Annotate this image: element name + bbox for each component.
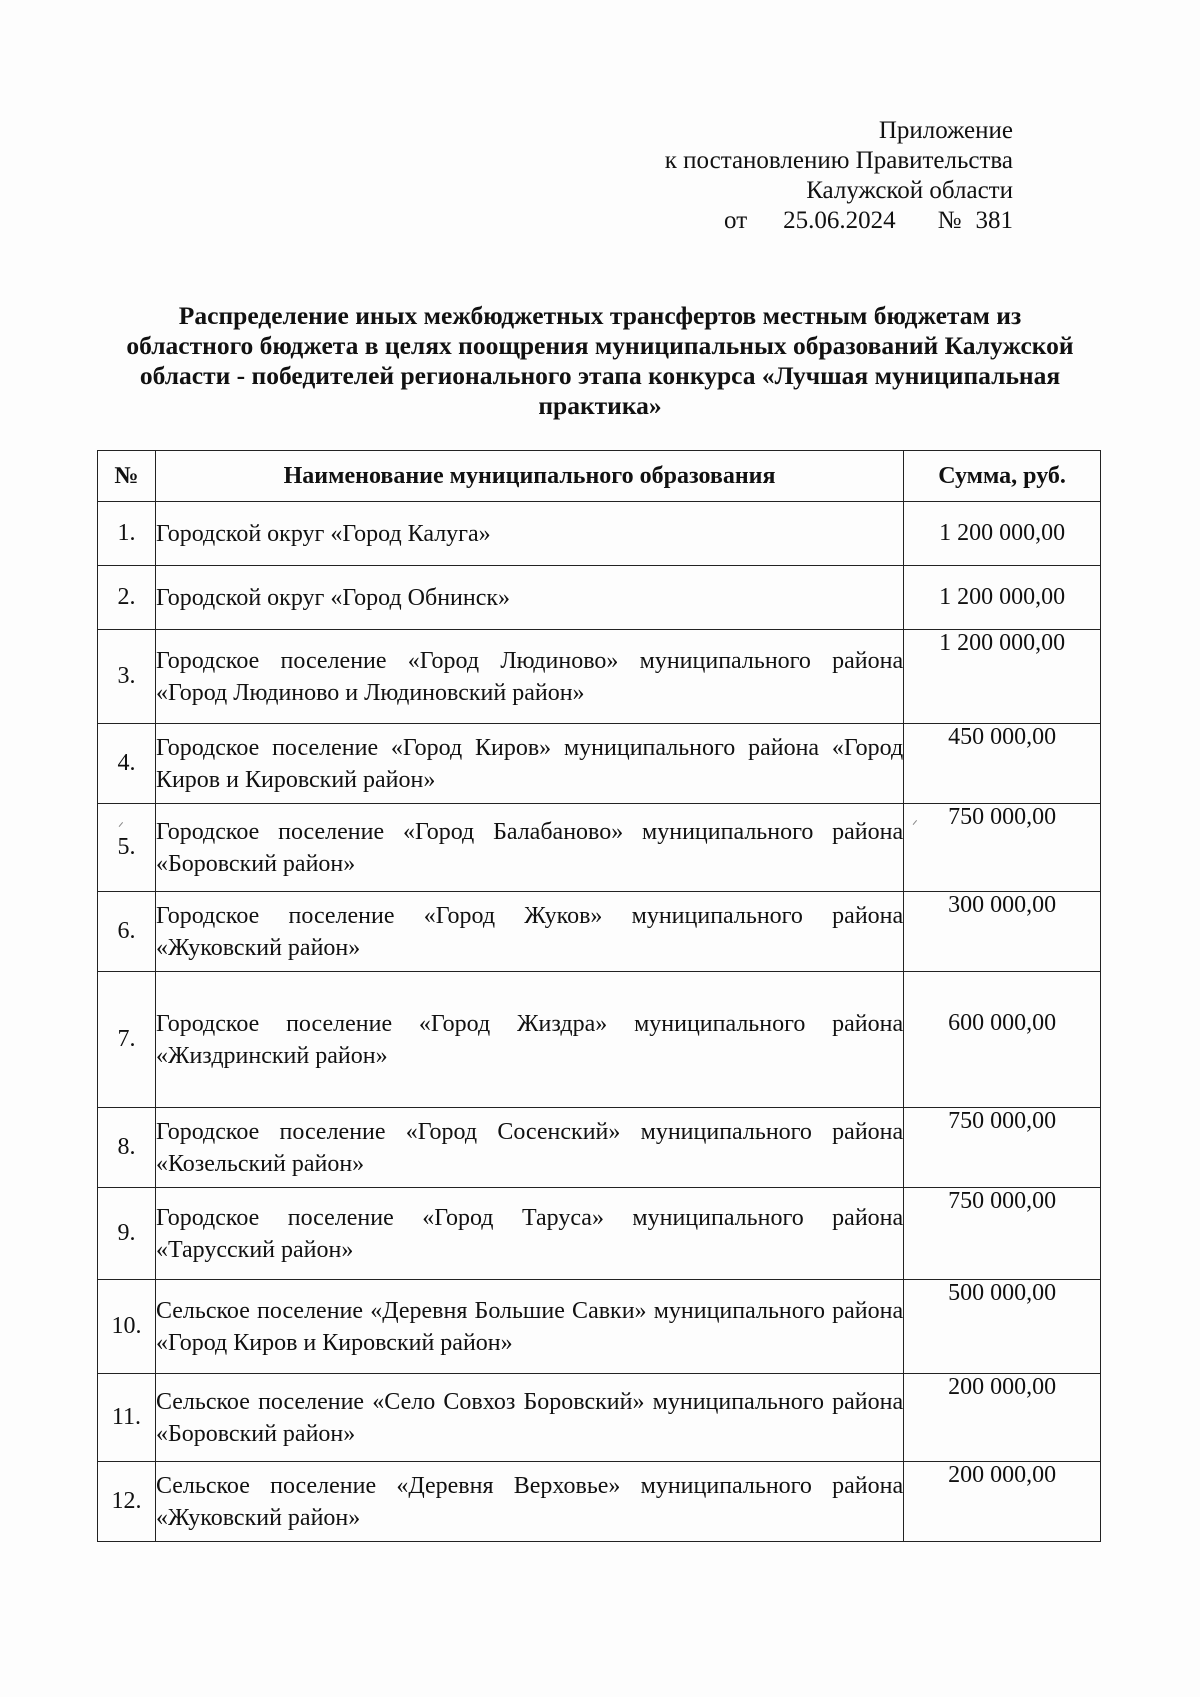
row-name: Городской округ «Город Калуга»: [155, 502, 903, 566]
appendix-label: Приложение: [878, 117, 1013, 144]
scan-artifact-mark: ᐟ: [912, 819, 918, 834]
row-number: 10.: [98, 1280, 156, 1374]
row-name: Сельское поселение «Деревня Верховье» муниципального района «Жуковский район»: [155, 1462, 903, 1542]
table-row: [98, 1462, 1101, 1542]
row-name: Городское поселение «Город Таруса» муниципального района «Тарусский район»: [155, 1188, 903, 1280]
appendix-region: Калужской области: [806, 177, 1013, 204]
date-prefix: от: [724, 207, 748, 234]
header-number: №: [98, 451, 156, 502]
allocation-table: [97, 450, 1101, 1542]
title-line-3: области - победителей регионального этапа конкурса «Лучшая муниципальная: [139, 361, 1061, 390]
table-row: [98, 502, 1101, 566]
row-number: 5.: [98, 804, 156, 892]
table-row: [98, 566, 1101, 630]
table-row: [98, 1108, 1101, 1188]
title-line-2: областного бюджета в целях поощрения муниципальных образований Калужской: [126, 331, 1074, 360]
row-number: 11.: [98, 1374, 156, 1462]
row-sum: 1 200 000,00: [904, 630, 1101, 724]
header-sum: Сумма, руб.: [904, 451, 1101, 502]
row-name: Городское поселение «Город Жиздра» муниципального района «Жиздринский район»: [155, 972, 903, 1108]
table-row: [98, 630, 1101, 724]
row-number: 8.: [98, 1108, 156, 1188]
table-row: [98, 892, 1101, 972]
table-header-row: [98, 451, 1101, 502]
header-name: Наименование муниципального образования: [155, 451, 903, 502]
table-row: [98, 1280, 1101, 1374]
row-sum: 200 000,00: [904, 1462, 1101, 1542]
title-line-4: практика»: [538, 391, 662, 420]
row-number: 9.: [98, 1188, 156, 1280]
row-sum: 300 000,00: [904, 892, 1101, 972]
row-name: Городское поселение «Город Людиново» муниципального района «Город Людиново и Людиновский район»: [155, 630, 903, 724]
row-number: 12.: [98, 1462, 156, 1542]
row-number: 2.: [98, 566, 156, 630]
appendix-resolution-ref: к постановлению Правительства: [664, 147, 1013, 174]
number-sign: №: [937, 207, 962, 234]
appendix-header: [665, 116, 1013, 236]
row-name: Сельское поселение «Село Совхоз Боровский» муниципального района «Боровский район»: [155, 1374, 903, 1462]
row-number: 1.: [98, 502, 156, 566]
row-sum: 450 000,00: [904, 724, 1101, 804]
table-row: [98, 972, 1101, 1108]
appendix-date-line: [665, 206, 1013, 236]
row-name: Сельское поселение «Деревня Большие Савки» муниципального района «Город Киров и Кировский район»: [155, 1280, 903, 1374]
row-number: 4.: [98, 724, 156, 804]
table-row: [98, 804, 1101, 892]
table-row: [98, 1374, 1101, 1462]
row-sum: 1 200 000,00: [904, 502, 1101, 566]
resolution-date: 25.06.2024: [783, 207, 896, 234]
row-sum: 750 000,00: [904, 1188, 1101, 1280]
row-sum: 750 000,00: [904, 804, 1101, 892]
row-name: Городское поселение «Город Жуков» муниципального района «Жуковский район»: [155, 892, 903, 972]
row-number: 3.: [98, 630, 156, 724]
row-number: 7.: [98, 972, 156, 1108]
table-row: [98, 1188, 1101, 1280]
table-row: [98, 724, 1101, 804]
row-number: 6.: [98, 892, 156, 972]
row-sum: 200 000,00: [904, 1374, 1101, 1462]
scan-artifact-mark: ᐟ: [118, 821, 124, 836]
title-line-1: Распределение иных межбюджетных трансфертов местным бюджетам из: [178, 301, 1022, 330]
row-sum: 600 000,00: [904, 972, 1101, 1108]
row-sum: 500 000,00: [904, 1280, 1101, 1374]
row-name: Городской округ «Город Обнинск»: [155, 566, 903, 630]
row-name: Городское поселение «Город Балабаново» муниципального района «Боровский район»: [155, 804, 903, 892]
row-name: Городское поселение «Город Сосенский» муниципального района «Козельский район»: [155, 1108, 903, 1188]
row-sum: 1 200 000,00: [904, 566, 1101, 630]
row-sum: 750 000,00: [904, 1108, 1101, 1188]
row-name: Городское поселение «Город Киров» муниципального района «Город Киров и Кировский район»: [155, 724, 903, 804]
document-title: [110, 301, 1090, 421]
resolution-number: 381: [975, 207, 1013, 234]
